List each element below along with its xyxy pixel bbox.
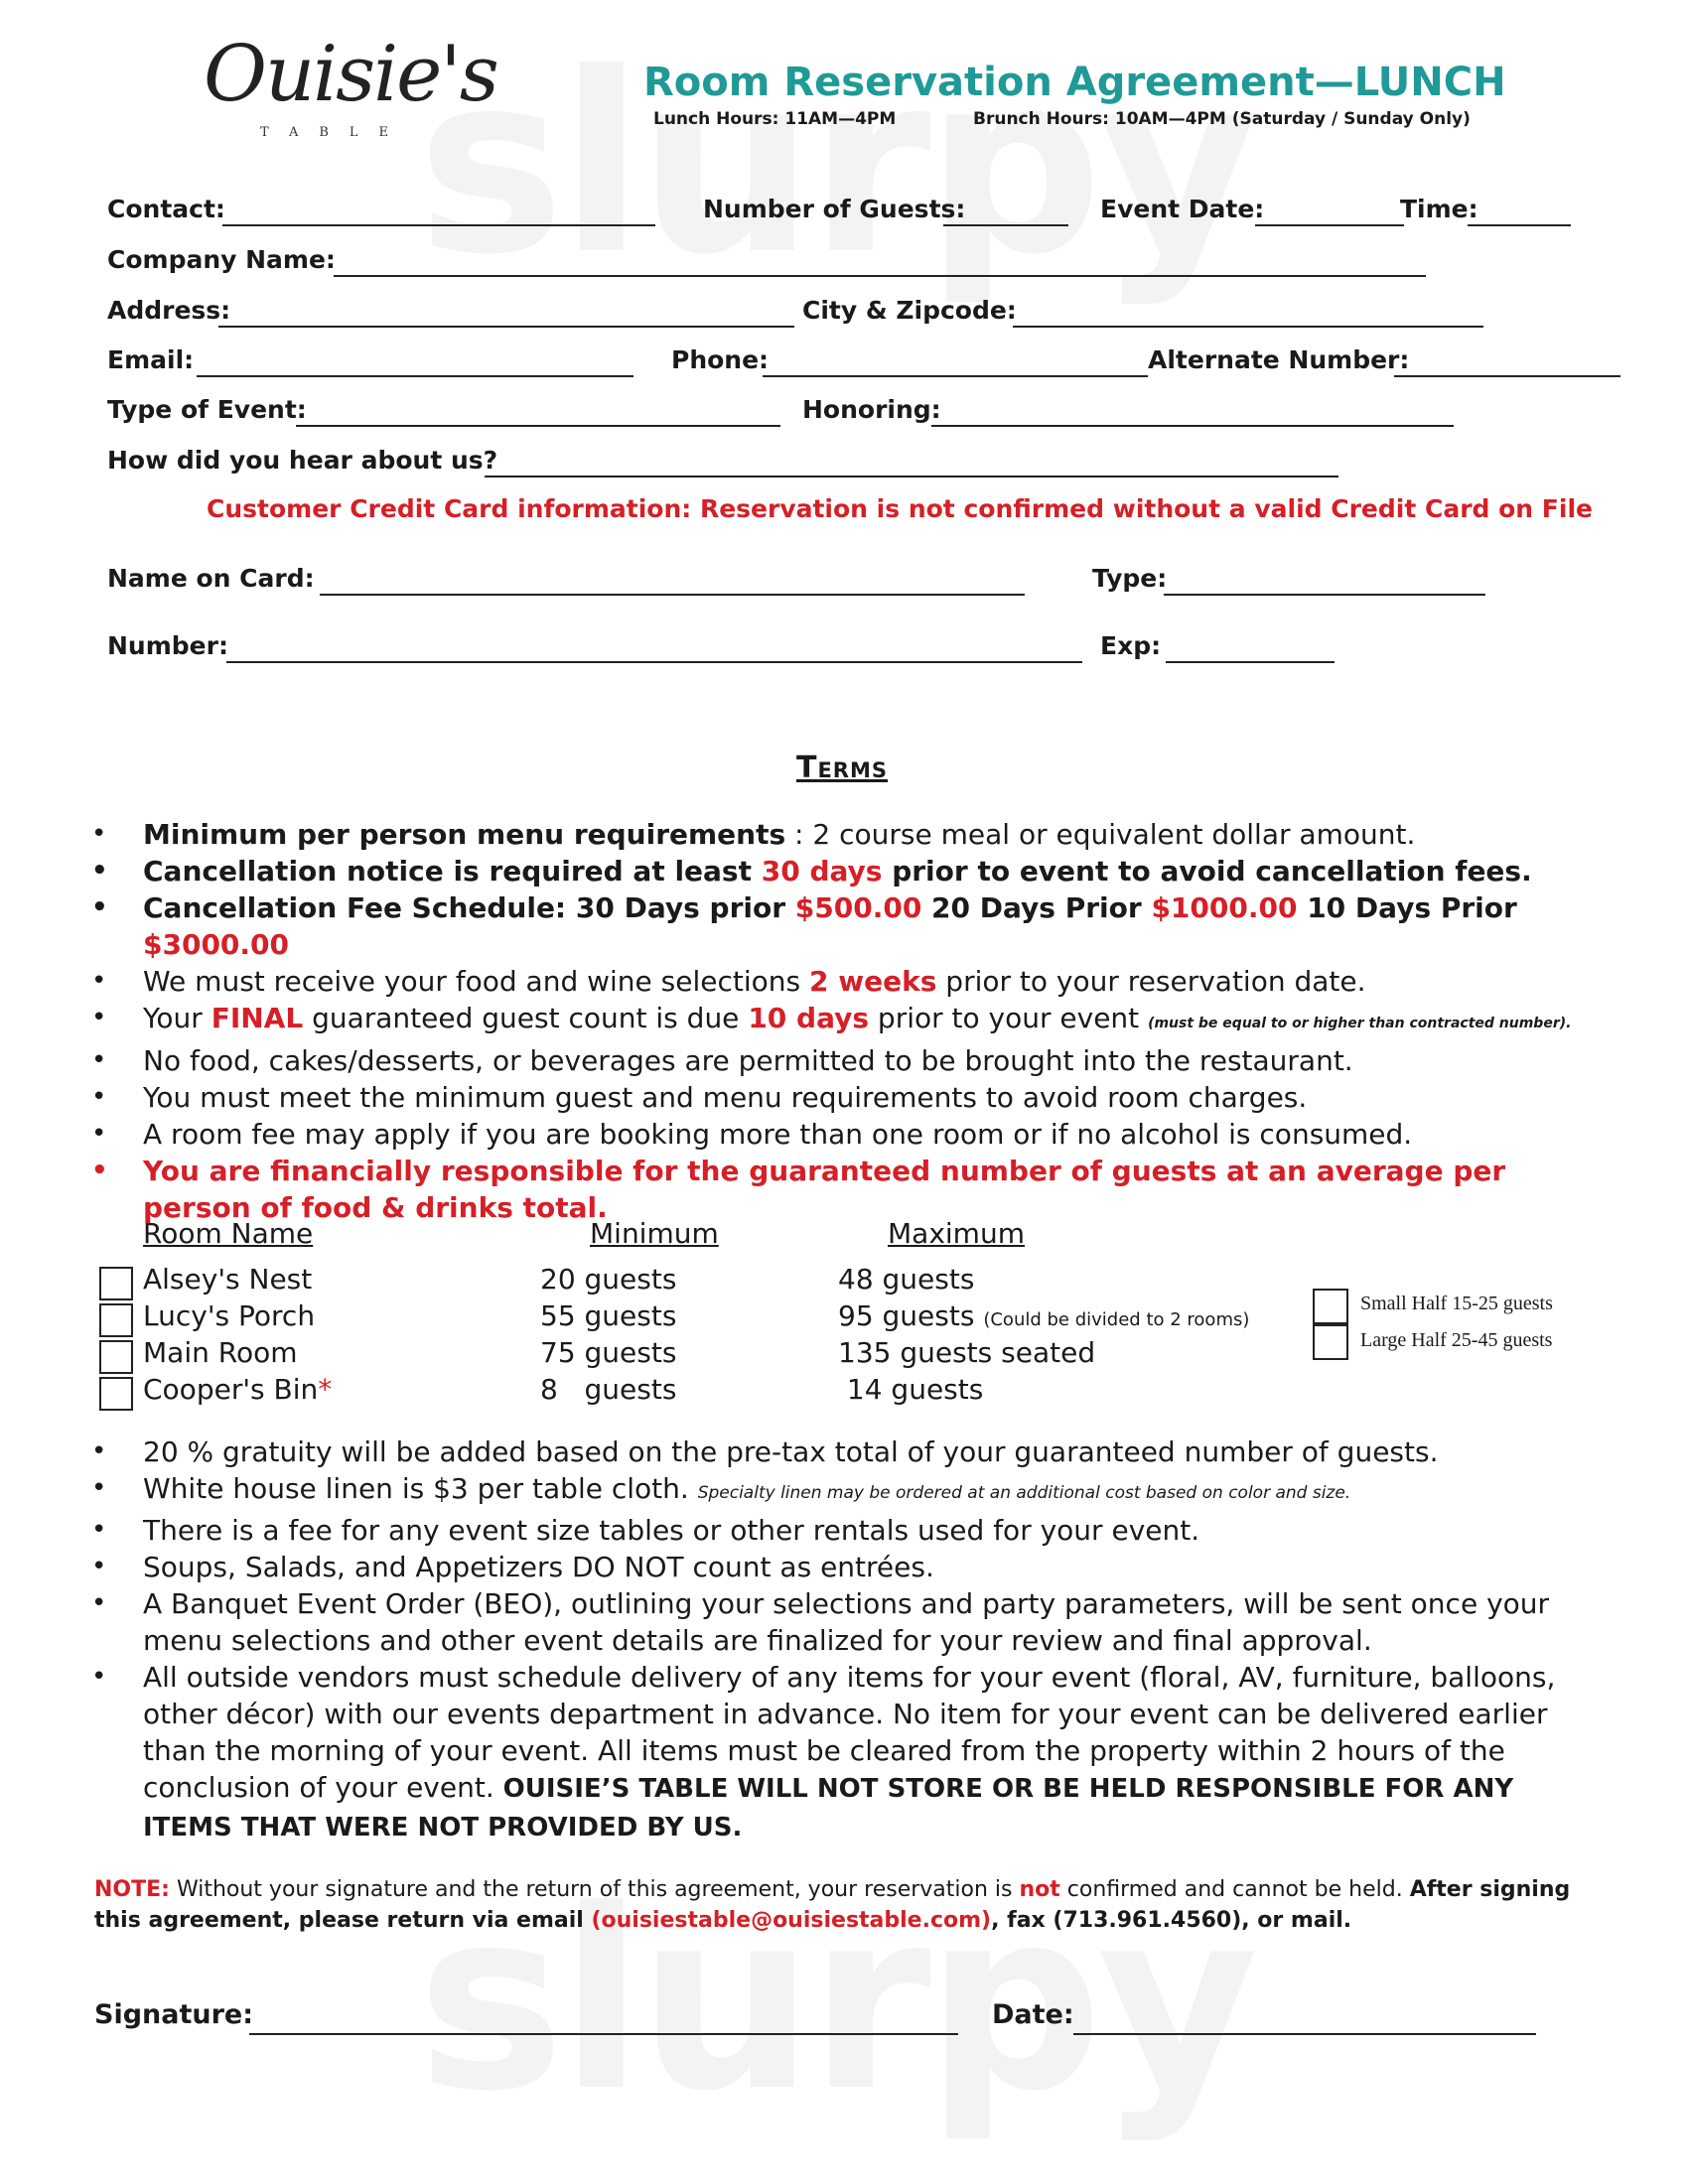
room-min: 8 guests [540,1373,677,1406]
room-name: Alsey's Nest [143,1263,313,1296]
lunch-hours: Lunch Hours: 11AM—4PM [653,109,897,129]
hear-about-label: How did you hear about us? [107,446,498,475]
split-large-label: Large Half 25-45 guests [1360,1329,1553,1351]
list-item: • We must receive your food and wine selections 2 weeks prior to your reservation date. [91,963,1620,1000]
room-max: 48 guests [838,1263,975,1296]
room-min: 20 guests [540,1263,677,1296]
list-item: • A room fee may apply if you are booking more than one room or if no alcohol is consumed. [91,1116,1620,1153]
list-item: • Your FINAL guaranteed guest count is due 10 days prior to your event (must be equal to or higher than contracted number). [91,1000,1620,1042]
room-name-header: Room Name [143,1217,314,1250]
list-item: • Cancellation Fee Schedule: 30 Days prior $500.00 20 Days Prior $1000.00 10 Days Prior $3000.00 [91,889,1620,963]
card-exp-field[interactable] [1166,661,1335,663]
logo-subtitle: TABLE [260,125,410,140]
guests-field[interactable] [943,224,1068,226]
signature-label: Signature: [94,1999,254,2030]
room-name: Cooper's Bin* [143,1373,333,1406]
event-date-field[interactable] [1255,224,1404,226]
room-max: 14 guests [838,1373,984,1406]
hear-about-field[interactable] [485,476,1338,478]
signature-field[interactable] [249,2033,958,2035]
contact-field[interactable] [222,224,655,226]
list-item: • There is a fee for any event size tables or other rentals used for your event. [91,1512,1620,1549]
room-checkbox-main-room[interactable] [99,1340,133,1374]
maximum-header: Maximum [888,1217,1025,1250]
card-type-field[interactable] [1164,594,1485,596]
event-type-label: Type of Event: [107,395,307,424]
company-label: Company Name: [107,245,336,274]
list-item: • No food, cakes/desserts, or beverages are permitted to be brought into the restaurant. [91,1042,1620,1079]
minimum-header: Minimum [590,1217,719,1250]
date-label: Date: [992,1999,1074,2030]
list-item: • You are financially responsible for the guaranteed number of guests at an average per person of food & drinks total. [91,1153,1620,1226]
city-zip-label: City & Zipcode: [802,296,1017,325]
guests-label: Number of Guests: [703,195,966,223]
card-type-label: Type: [1092,564,1168,593]
page-title: Room Reservation Agreement—LUNCH [643,60,1506,105]
card-exp-label: Exp: [1100,631,1162,660]
room-max: 135 guests seated [838,1336,1096,1369]
list-item: • White house linen is $3 per table cloth. Specialty linen may be ordered at an additional cost based on color and size. [91,1470,1620,1512]
asterisk: * [318,1373,333,1406]
terms-heading: Terms [796,751,889,785]
card-number-field[interactable] [226,661,1082,663]
list-item: • Cancellation notice is required at least 30 days prior to event to avoid cancellation fees. [91,853,1620,889]
credit-card-notice: Customer Credit Card information: Reservation is not confirmed without a valid Credit Card on File [207,494,1593,523]
list-item: • Soups, Salads, and Appetizers DO NOT count as entrées. [91,1549,1620,1585]
date-field[interactable] [1073,2033,1536,2035]
address-label: Address: [107,296,231,325]
terms-list [91,816,1620,1226]
company-field[interactable] [334,275,1426,277]
event-type-field[interactable] [296,425,780,427]
room-checkbox-alseys-nest[interactable] [99,1267,133,1300]
honoring-field[interactable] [931,425,1454,427]
brunch-hours: Brunch Hours: 10AM—4PM (Saturday / Sunday Only) [973,109,1471,129]
event-date-label: Event Date: [1100,195,1265,223]
room-note: (Could be divided to 2 rooms) [983,1309,1250,1330]
alt-number-label: Alternate Number: [1148,345,1410,374]
list-item: • All outside vendors must schedule delivery of any items for your event (floral, AV, furniture, balloons, other décor) with our events department in advance. No item for your event can be delivered earlier than the morning of your event. All items must be cleared from the property within 2 hours of the conclusion of your event. OUISIE’S TABLE WILL NOT STORE OR BE HELD RESPONSIBLE FOR ANY ITEMS THAT WERE NOT PROVIDED BY US. [91,1659,1620,1846]
alt-number-field[interactable] [1394,375,1620,377]
room-min: 75 guests [540,1336,677,1369]
phone-label: Phone: [671,345,770,374]
contact-label: Contact: [107,195,225,223]
room-checkbox-lucys-porch[interactable] [99,1303,133,1337]
room-checkbox-coopers-bin[interactable] [99,1377,133,1411]
phone-field[interactable] [763,375,1148,377]
honoring-label: Honoring: [802,395,941,424]
list-item: • 20 % gratuity will be added based on the pre-tax total of your guaranteed number of guests. [91,1433,1620,1470]
address-field[interactable] [218,326,794,328]
city-zip-field[interactable] [1013,326,1483,328]
additional-terms-list [91,1433,1620,1846]
room-max: 95 guests (Could be divided to 2 rooms) [838,1299,1250,1332]
email-label: Email: [107,345,195,374]
list-item: • A Banquet Event Order (BEO), outlining your selections and party parameters, will be sent once your menu selections and other event details are finalized for your review and final approval. [91,1585,1620,1659]
email-field[interactable] [197,375,633,377]
room-name: Main Room [143,1336,298,1369]
list-item: • You must meet the minimum guest and menu requirements to avoid room charges. [91,1079,1620,1116]
card-name-field[interactable] [320,594,1025,596]
room-min: 55 guests [540,1299,677,1332]
card-number-label: Number: [107,631,228,660]
split-small-label: Small Half 15-25 guests [1360,1293,1553,1314]
time-field[interactable] [1468,224,1571,226]
logo: Ouisie's [204,30,497,119]
time-label: Time: [1400,195,1478,223]
split-checkbox-small[interactable] [1313,1289,1348,1324]
signature-note: NOTE: Without your signature and the return of this agreement, your reservation is not confirmed and cannot be held. After signing this agreement, please return via email (ouisiestable@ouisiestable.com), fax (713.961.4560), or mail. [94,1877,1571,1933]
card-name-label: Name on Card: [107,564,315,593]
split-checkbox-large[interactable] [1313,1324,1348,1360]
list-item: • Minimum per person menu requirements : 2 course meal or equivalent dollar amount. [91,816,1620,853]
room-name: Lucy's Porch [143,1299,316,1332]
